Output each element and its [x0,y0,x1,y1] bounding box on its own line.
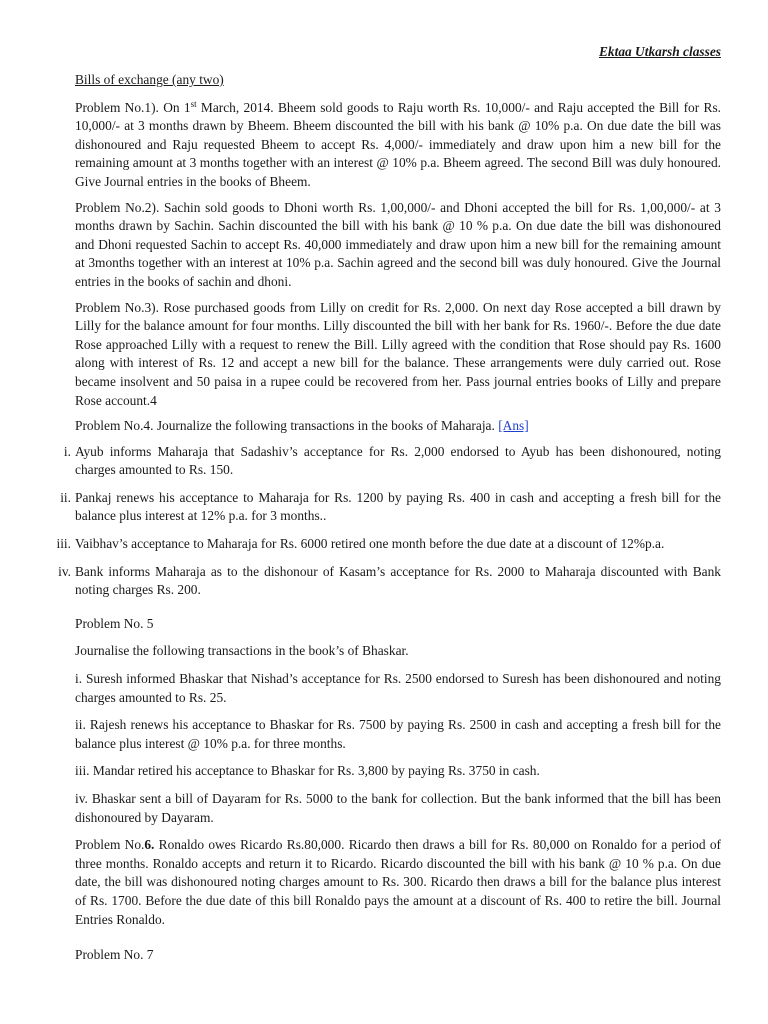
section-title: Bills of exchange (any two) [75,72,224,87]
problem-5-heading: Problem No. 5 [75,615,154,631]
problem-6 [75,836,721,929]
item-text: Pankaj renews his acceptance to Maharaja for Rs. 1200 by paying Rs. 400 in cash and accepting a fresh bill for the balance plus interest at 12% p.a. for 3 months.. [75,489,721,524]
problem-5-item: iii. Mandar retired his acceptance to Bhaskar for Rs. 3,800 by paying Rs. 3750 in cash. [75,763,540,779]
problem-5-item: i. Suresh informed Bhaskar that Nishad’s acceptance for Rs. 2500 endorsed to Suresh has been dishonoured and noting charges amounted to Rs. 25. [75,671,721,705]
problem-4-item [56,535,721,554]
answer-link[interactable]: [Ans] [498,418,529,434]
problem-4-item [58,563,721,600]
item-text: Ayub informs Maharaja that Sadashiv’s acceptance for Rs. 2,000 endorsed to Ayub has been dishonoured, noting charges amounted to Rs. 150. [75,443,721,478]
problem-6-text-b: Ronaldo owes Ricardo Rs.80,000. Ricardo then draws a bill for Rs. 80,000 on Ronaldo for a period of three months. Ronaldo accepts and return it to Ricardo. Ricardo discounted the bill with his bank @ 10 % p.a. On due date, the bill was dishonoured noting charges amount to Rs. 300. Ricardo then draws a bill for the balance plus interest of Rs. 1700. Before the due date of this bill Ronaldo pays the amount at a discount of Rs. 400 to retire the bill. Journal Entries Ronaldo. [75,837,721,927]
problem-1-superscript: st [190,98,197,109]
item-number: ii. [60,489,71,505]
page-header: Ektaa Utkarsh classes [598,44,721,59]
item-text: Bank informs Maharaja as to the dishonour of Kasam’s acceptance for Rs. 2000 to Maharaja discounted with Bank noting charges Rs. 200. [75,563,721,598]
problem-1-text-a: Problem No.1). On 1 [75,99,191,115]
problem-1 [75,99,721,192]
problem-2: Problem No.2). Sachin sold goods to Dhoni worth Rs. 1,00,000/- and Dhoni accepted the bill for Rs. 1,00,000/- at 3 months drawn by Sachin. Sachin discounted the bill with his bank @ 10 % p.a. On due date the bill was dishonoured and Dhoni requested Sachin to accept Rs. 40,000 immediately and draw upon him a new bill for the remaining amount at 3months together with an interest at 10% p.a. Sachin agreed and the second bill was duly honoured. Give the Journal entries in the books of sachin and dhoni. [75,199,721,289]
problem-1-text-b: March, 2014. Bheem sold goods to Raju worth Rs. 10,000/- and Raju accepted the Bill for Rs. 10,000/- at 3 months drawn by Bheem. Bheem discounted the bill with his bank @ 10% p.a. On due date the bill was dishonoured and Raju requested Bheem to accept Rs. 4,000/- immediately and draw upon him a new bill for the remaining amount at 3 months together with an interest @ 10% p.a. Bheem agreed. The second Bill was duly honoured. Give Journal entries in the books of Bheem. [75,99,721,189]
item-number: i. [63,443,71,459]
problem-4-item [63,443,721,480]
problem-4 [75,417,721,436]
problem-5-intro: Journalise the following transactions in the book’s of Bhaskar. [75,643,409,659]
problem-5-item: iv. Bhaskar sent a bill of Dayaram for Rs. 5000 to the bank for collection. But the bank informed that the bill has been dishonoured by Dayaram. [75,791,721,825]
problem-6-number: 6. [144,837,155,853]
document-body [56,71,721,972]
item-number: iv. [58,563,71,579]
item-number: iii. [56,536,71,552]
problem-3: Problem No.3). Rose purchased goods from Lilly on credit for Rs. 2,000. On next day Rose accepted a bill drawn by Lilly for the balance amount for four months. Lilly discounted the bill with her bank for Rs. 1960/-. Before the due date Rose approached Lilly with a request to renew the Bill. Lilly agreed with the condition that Rose should pay Rs. 1600 along with interest of Rs. 12 and accept a new bill for the balance. These arrangements were duly carried out. Rose became insolvent and 50 paisa in a rupee could be recovered from her. Pass journal entries books of Lilly and prepare Rose account.4 [75,299,721,408]
problem-4-item [60,489,721,526]
problem-4-text: Problem No.4. Journalize the following transactions in the books of Maharaja. [75,418,499,434]
item-text: Vaibhav’s acceptance to Maharaja for Rs. 6000 retired one month before the due date at a discount of 12%p.a. [75,536,665,552]
problem-6-text-a: Problem No. [75,837,145,853]
problem-5-item: ii. Rajesh renews his acceptance to Bhaskar for Rs. 7500 by paying Rs. 2500 in cash and accepting a fresh bill for the balance plus interest @ 10% p.a. for three months. [75,717,721,751]
problem-7-heading: Problem No. 7 [75,947,154,963]
